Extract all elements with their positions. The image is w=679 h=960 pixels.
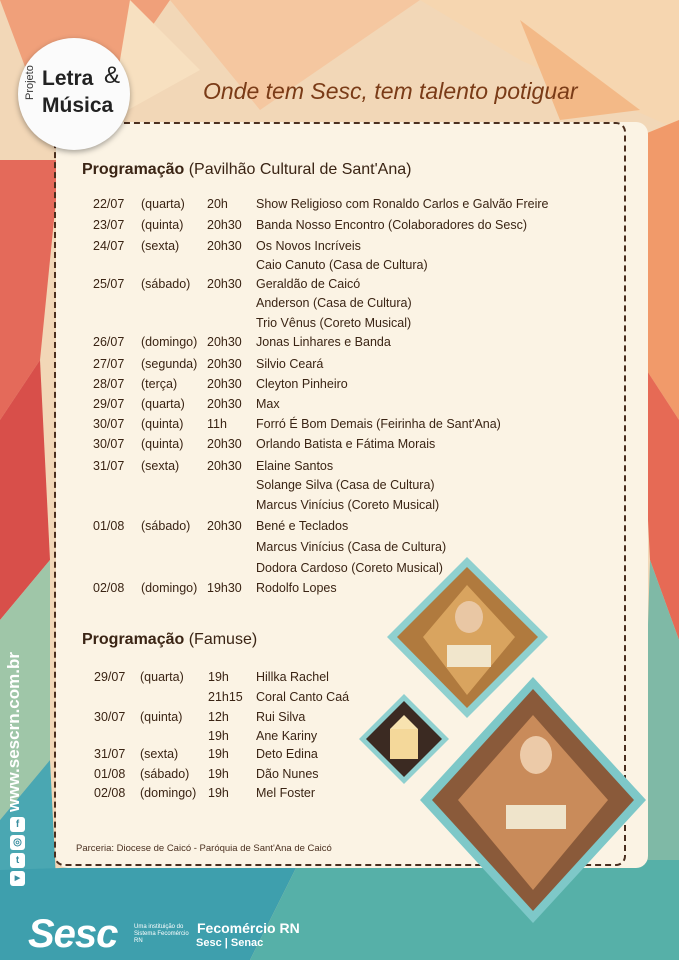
- schedule-event: Banda Nosso Encontro (Colaboradores do Sesc): [256, 218, 527, 232]
- logo-ampersand: &: [104, 62, 121, 89]
- schedule-event: Max: [256, 397, 280, 411]
- schedule-date: 27/07: [93, 357, 125, 371]
- section1-title: [82, 161, 411, 179]
- schedule-date: 29/07: [94, 670, 126, 684]
- schedule-time: 20h30: [207, 239, 242, 253]
- schedule-event: Caio Canuto (Casa de Cultura): [256, 258, 428, 272]
- schedule-day: (domingo): [140, 786, 197, 800]
- schedule-date: 01/08: [94, 767, 126, 781]
- schedule-event: Solange Silva (Casa de Cultura): [256, 478, 435, 492]
- section1-title-bold: Programação: [82, 161, 185, 178]
- schedule-date: 01/08: [93, 519, 125, 533]
- schedule-event: Trio Vênus (Coreto Musical): [256, 316, 412, 330]
- schedule-event: Hillka Rachel: [256, 670, 329, 684]
- schedule-event: Os Novos Incríveis: [256, 239, 361, 253]
- schedule-time: 20h30: [207, 357, 242, 371]
- schedule-time: 19h: [208, 729, 229, 743]
- section2-title: [82, 631, 257, 649]
- schedule-time: 19h: [208, 670, 229, 684]
- schedule-date: 24/07: [93, 239, 125, 253]
- schedule-date: 28/07: [93, 377, 125, 391]
- website-url[interactable]: www.sescrn.com.br: [4, 652, 23, 812]
- parceria-note: Parceria: Diocese de Caicó - Paróquia de Sant'Ana de Caicó: [76, 843, 332, 854]
- schedule-date: 29/07: [93, 397, 125, 411]
- schedule-event: Orlando Batista e Fátima Morais: [256, 437, 436, 451]
- sesc-senac-text: Sesc | Senac: [196, 937, 264, 949]
- schedule-day: (quinta): [141, 437, 184, 451]
- schedule-date: 23/07: [93, 218, 125, 232]
- schedule-day: (quarta): [140, 670, 184, 684]
- schedule-event: Anderson (Casa de Cultura): [256, 296, 412, 310]
- schedule-time: 20h30: [207, 377, 242, 391]
- schedule-time: 19h: [208, 747, 229, 761]
- section2-title-bold: Programação: [82, 631, 185, 648]
- schedule-date: 30/07: [93, 417, 125, 431]
- section2-title-venue: (Famuse): [188, 631, 258, 648]
- schedule-date: 02/08: [94, 786, 126, 800]
- schedule-event: Rodolfo Lopes: [256, 581, 337, 595]
- schedule-time: 20h30: [207, 519, 242, 533]
- schedule-date: 26/07: [93, 335, 125, 349]
- schedule-day: (quarta): [141, 197, 185, 211]
- schedule-event: Mel Foster: [256, 786, 316, 800]
- schedule-day: (sábado): [141, 519, 191, 533]
- schedule-time: 19h: [208, 767, 229, 781]
- schedule-event: Forró É Bom Demais (Feirinha de Sant'Ana): [256, 417, 501, 431]
- youtube-icon[interactable]: ▶: [10, 871, 25, 886]
- tagline: Onde tem Sesc, tem talento potiguar: [203, 78, 578, 104]
- schedule-event: Cleyton Pinheiro: [256, 377, 348, 391]
- schedule-date: 22/07: [93, 197, 125, 211]
- schedule-event: Deto Edina: [256, 747, 318, 761]
- schedule-time: 20h30: [207, 437, 242, 451]
- sesc-logo: Sesc: [28, 912, 118, 956]
- schedule-day: (domingo): [141, 581, 198, 595]
- schedule-time: 20h30: [207, 218, 242, 232]
- schedule-day: (quarta): [141, 397, 185, 411]
- schedule-day: (sábado): [140, 767, 190, 781]
- schedule-event: Marcus Vinícius (Coreto Musical): [256, 498, 440, 512]
- logo-line2: Música: [42, 94, 114, 117]
- schedule-event: Elaine Santos: [256, 459, 334, 473]
- schedule-day: (segunda): [141, 357, 198, 371]
- fecomercio-logo: Fecomércio RN: [197, 920, 300, 936]
- schedule-event: Bené e Teclados: [256, 519, 349, 533]
- schedule-day: (sexta): [141, 459, 180, 473]
- schedule-event: Silvio Ceará: [256, 357, 324, 371]
- schedule-event: Coral Canto Caá: [256, 690, 350, 704]
- facebook-icon[interactable]: f: [10, 817, 25, 832]
- schedule-date: 31/07: [94, 747, 126, 761]
- schedule-event: Geraldão de Caicó: [256, 277, 361, 291]
- schedule-day: (sábado): [141, 277, 191, 291]
- schedule-time: 21h15: [208, 690, 243, 704]
- schedule-event: Dodora Cardoso (Coreto Musical): [256, 561, 443, 575]
- schedule-date: 02/08: [93, 581, 125, 595]
- schedule-time: 20h30: [207, 335, 242, 349]
- letra-musica-logo: [18, 38, 130, 150]
- schedule-date: 30/07: [93, 437, 125, 451]
- logo-projeto-text: Projeto: [24, 65, 36, 100]
- schedule-time: 19h30: [207, 581, 242, 595]
- schedule-time: 20h: [207, 197, 228, 211]
- schedule-event: Show Religioso com Ronaldo Carlos e Galvão Freire: [256, 197, 549, 211]
- schedule-time: 11h: [207, 417, 227, 431]
- schedule-event: Marcus Vinícius (Casa de Cultura): [256, 540, 447, 554]
- schedule-time: 20h30: [207, 277, 242, 291]
- schedule-time: 20h30: [207, 459, 242, 473]
- schedule-time: 20h30: [207, 397, 242, 411]
- schedule-event: Ane Kariny: [256, 729, 318, 743]
- twitter-icon[interactable]: t: [10, 853, 25, 868]
- schedule-time: 12h: [208, 710, 229, 724]
- schedule-day: (domingo): [141, 335, 198, 349]
- logo-line1: Letra: [42, 67, 94, 90]
- sesc-institution-text: Uma instituição do Sistema Fecomércio RN: [134, 924, 189, 944]
- schedule-day: (terça): [141, 377, 178, 391]
- schedule-date: 31/07: [93, 459, 125, 473]
- schedule-time: 19h: [208, 786, 229, 800]
- schedule-event: Jonas Linhares e Banda: [256, 335, 391, 349]
- schedule-date: 25/07: [93, 277, 125, 291]
- schedule-day: (sexta): [140, 747, 179, 761]
- section1-title-venue: (Pavilhão Cultural de Sant'Ana): [188, 161, 412, 178]
- schedule-event: Rui Silva: [256, 710, 306, 724]
- schedule-day: (quinta): [141, 417, 184, 431]
- schedule-event: Dão Nunes: [256, 767, 319, 781]
- schedule-day: (sexta): [141, 239, 180, 253]
- saint-statue-photo-2: [418, 675, 648, 925]
- schedule-day: (quinta): [140, 710, 183, 724]
- instagram-icon[interactable]: ◎: [10, 835, 25, 850]
- schedule-day: (quinta): [141, 218, 184, 232]
- schedule-date: 30/07: [94, 710, 126, 724]
